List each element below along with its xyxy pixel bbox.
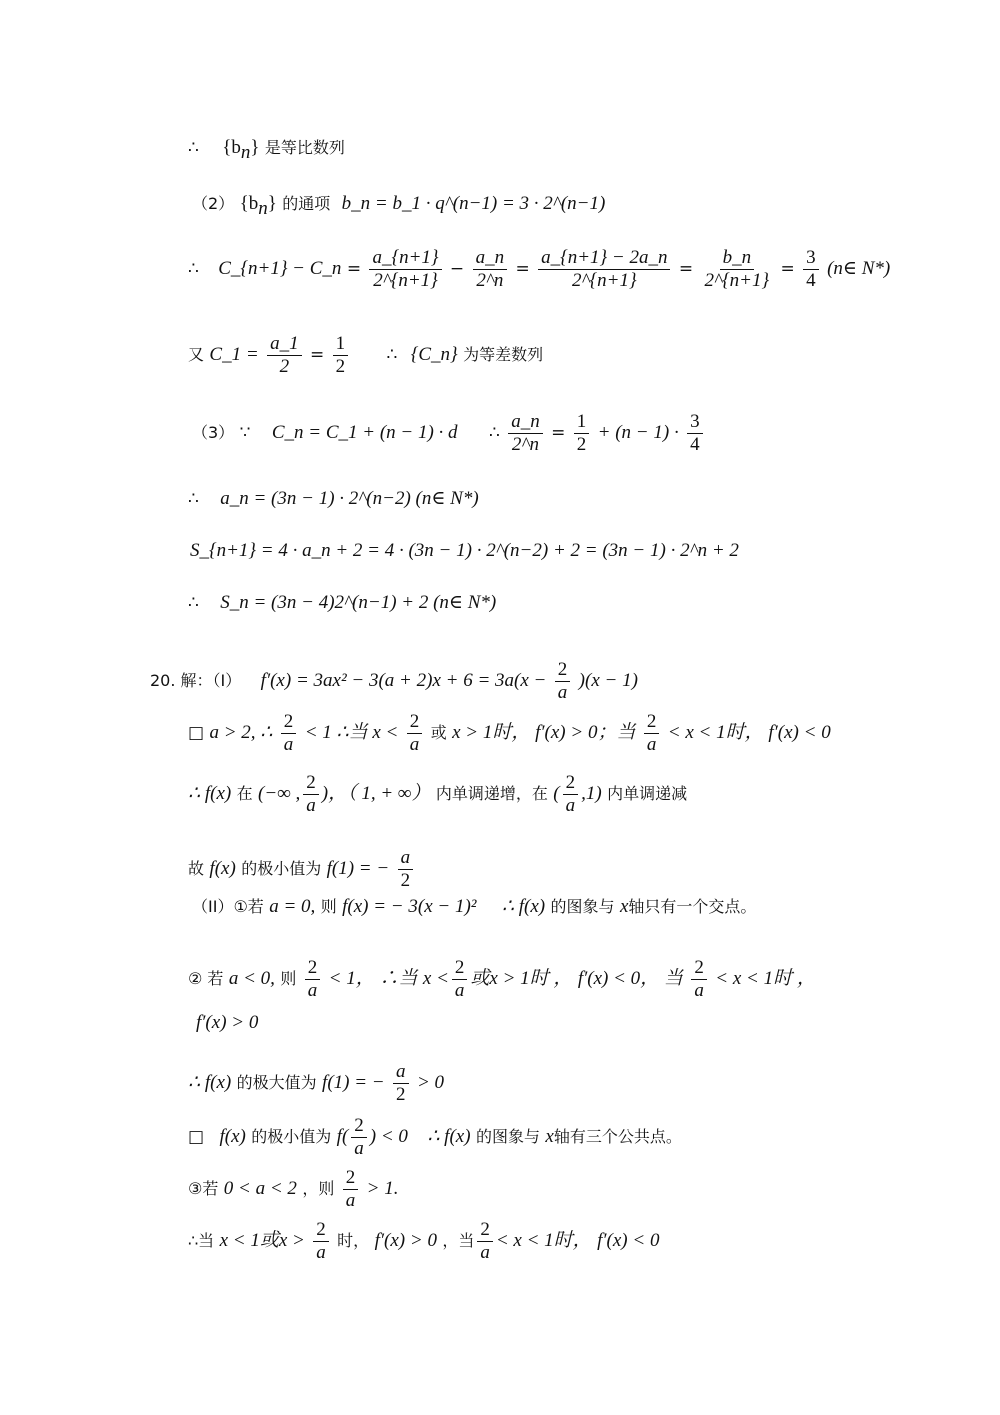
therefore-symbol: ∴ [188, 489, 199, 509]
text: ② 若 [188, 969, 224, 988]
text: 或 [430, 723, 447, 742]
expr: )，（ 1, + ∞） [321, 783, 431, 804]
line-18 [188, 1168, 398, 1211]
line-6 [188, 488, 479, 510]
fraction: $\frac{2}{a}$ [305, 958, 321, 1001]
line-17 [188, 1116, 682, 1159]
line-14 [188, 958, 816, 1001]
fraction: $\frac{a\_1}{2}$ [267, 334, 302, 377]
line-3: ∴ C_{n+1} − C_n = $\frac{a\_\{n+1\}}{2\^{}\{n+1\}}$ − $\frac{a\_n}{2\^{}n}$ = $\frac{a\_\{n+1\} - 2a\_n}{2\^{}\{n+1\}}$ = $\frac{b\_n}{2\^{}\{n+1\}}$ = $\frac{3}{4}$ (n∈ N*) [188, 247, 891, 291]
text: 时， [337, 1231, 370, 1250]
sequence-b: $\{b_n\}$ [239, 193, 277, 219]
therefore-symbol: ∴ [386, 345, 398, 365]
expr: f( [336, 1126, 349, 1147]
lhs: C_{n+1} − C_n [218, 258, 342, 279]
expr: ) < 0 [369, 1126, 408, 1147]
fraction: $\frac{2}{a}$ [351, 1116, 367, 1159]
fraction: $\frac{a\_\{n+1\} - 2a\_n}{2\^{}\{n+1\}}$ [538, 248, 670, 291]
text: 为等差数列 [463, 345, 544, 364]
formula: a_n = (3n − 1) · 2^(n−2) (n∈ N*) [220, 488, 479, 509]
expr: a < 0, [228, 968, 275, 989]
line-9 [150, 660, 638, 703]
expr: f′(x) > 0 [196, 1012, 259, 1033]
expr: < x < 1时， f′(x) < 0 [667, 722, 831, 743]
fraction: $\frac{a\_n}{2\^{}n}$ [473, 248, 508, 291]
line-11 [188, 773, 687, 816]
fraction: $\frac{b\_n}{2\^{}\{n+1\}}$ [704, 247, 770, 291]
expr: f(x) [209, 858, 236, 879]
formula: f′(x) = 3ax² − 3(a + 2)x + 6 = 3a(x − [260, 670, 547, 691]
fraction: $\frac{2}{a}$ [281, 712, 297, 755]
expr: 0 < a < 2 [223, 1178, 297, 1199]
fraction: $\frac{2}{a}$ [691, 958, 707, 1001]
text: 内单调递增，在 [435, 784, 548, 803]
formula: C_n = C_1 + (n − 1) · d [271, 422, 458, 443]
line-12 [188, 848, 416, 891]
fraction: $\frac{3}{4}$ [687, 412, 703, 455]
fraction: $\frac{a\_n}{2\^{}n}$ [508, 412, 543, 455]
text: 的图象与 [550, 897, 615, 916]
fraction: $\frac{1}{2}$ [333, 334, 349, 377]
fraction: $\frac{2}{a}$ [555, 660, 571, 703]
fraction: $\frac{1}{2}$ [574, 412, 590, 455]
fraction: $\frac{2}{a}$ [313, 1220, 329, 1263]
text: 则 [280, 969, 297, 988]
line-16 [188, 1062, 444, 1105]
text: 的极小值为 [241, 859, 322, 878]
line-8 [188, 592, 496, 614]
expr: < 1 ∴当 x < [304, 722, 399, 743]
tail: + (n − 1) · [597, 422, 679, 443]
expr: a = 0, [269, 896, 316, 917]
expr: x > 1时， f′(x) > 0；当 [452, 722, 636, 743]
line-5: （3） ∵ C_n = C_1 + (n − 1) · d ∴ $\frac{a\_n}{2\^{}n}$ = $\frac{1}{2}$ + (n − 1) · $\frac{3}{4}$ [192, 412, 706, 455]
expr: f′(x) > 0 [374, 1230, 437, 1251]
therefore-symbol: ∴ [188, 138, 199, 158]
fraction: $\frac{2}{a}$ [477, 1220, 493, 1263]
item-label: （2） [192, 194, 235, 213]
text: ∴当 [188, 1231, 215, 1250]
expr: > 1. [366, 1178, 399, 1199]
expr: f(1) = − [326, 858, 390, 879]
line-7 [190, 540, 739, 562]
text: 的图象与 [475, 1127, 540, 1146]
expr: x [619, 896, 629, 917]
line-1 [188, 137, 345, 164]
expr: < 1， ∴当 [328, 968, 418, 989]
expr: f(1) = − [322, 1072, 385, 1093]
expr: f(x) [219, 1126, 246, 1147]
expr: < x < 1时 ， [715, 968, 816, 989]
sequence-b: $\{b_n\}$ [222, 137, 260, 163]
text: ，当 [442, 1231, 475, 1250]
box-glyph: □ [188, 723, 205, 743]
expr: < x < 1时， [495, 1230, 592, 1251]
expr: x < 1或x > [219, 1230, 305, 1251]
therefore-symbol: ∴ [488, 423, 500, 443]
box-glyph: □ [188, 1127, 205, 1147]
fraction: $\frac{a}{2}$ [393, 1062, 409, 1105]
line-13 [192, 896, 756, 918]
expr: ∴ f(x) [188, 783, 232, 804]
expr: x < [422, 968, 449, 989]
item-label: （II）①若 [192, 897, 264, 916]
formula: b_n = b_1 · q^(n−1) = 3 · 2^(n−1) [341, 193, 606, 214]
condition: (n∈ N*) [827, 258, 891, 279]
line-19 [188, 1220, 659, 1263]
line-4: 又 C_1 = $\frac{a\_1}{2}$ = $\frac{1}{2}$ ∴ {C_n} 为等差数列 [188, 333, 544, 377]
item-label: （3） [192, 423, 235, 442]
fraction: $\frac{a\_\{n+1\}}{2\^{}\{n+1\}}$ [369, 248, 441, 291]
formula: S_n = (3n − 4)2^(n−1) + 2 (n∈ N*) [220, 592, 497, 613]
expr: f′(x) < 0 [597, 1230, 660, 1251]
expr: ∴ f(x) [427, 1126, 471, 1147]
text: 的通项 [282, 194, 331, 213]
expr: ∴ f(x) [188, 1072, 232, 1093]
fraction: $\frac{2}{a}$ [407, 712, 423, 755]
problem-label: 20. 解：（I） [150, 671, 242, 690]
fraction: $\frac{2}{a}$ [452, 958, 468, 1001]
line-10 [188, 712, 831, 755]
text: 的极小值为 [251, 1127, 332, 1146]
expr: ∴ f(x) [501, 896, 546, 917]
expr: > 0 [416, 1072, 445, 1093]
fraction: $\frac{2}{a}$ [343, 1168, 359, 1211]
therefore-symbol: ∴ [188, 593, 199, 613]
text: ，则 [302, 1179, 335, 1198]
text: 内单调递减 [607, 784, 688, 803]
expr: f′(x) < 0， 当 [577, 968, 683, 989]
expr: a > 2, ∴ [209, 722, 273, 743]
text: ③若 [188, 1179, 219, 1198]
expr: f(x) = − 3(x − 1)² [342, 896, 477, 917]
text: 的极大值为 [236, 1073, 317, 1092]
expr: 或x > 1时 ， [470, 968, 573, 989]
text: 故 [188, 859, 205, 878]
expr: x [545, 1126, 554, 1147]
text: 轴只有一个交点。 [628, 897, 757, 916]
fraction: $\frac{2}{a}$ [644, 712, 660, 755]
expr: ,1) [581, 783, 602, 804]
formula: S_{n+1} = 4 · a_n + 2 = 4 · (3n − 1) · 2^(n−2) + 2 = (3n − 1) · 2^n + 2 [190, 540, 739, 561]
fraction: $\frac{2}{a}$ [303, 773, 319, 816]
text: 则 [320, 897, 337, 916]
text: 是等比数列 [264, 138, 345, 157]
text: 在 [236, 784, 253, 803]
text: 轴有三个公共点。 [553, 1127, 682, 1146]
line-15 [196, 1012, 258, 1034]
expr: ( [553, 783, 560, 804]
fraction: $\frac{3}{4}$ [803, 248, 819, 291]
because-symbol: ∵ [239, 423, 251, 443]
fraction: $\frac{2}{a}$ [563, 773, 579, 816]
line-2 [192, 193, 605, 220]
expr: (−∞ , [258, 783, 301, 804]
fraction: $\frac{a}{2}$ [398, 848, 414, 891]
lhs: C_1 = [209, 344, 259, 365]
text-you: 又 [188, 345, 205, 364]
therefore-symbol: ∴ [188, 259, 199, 279]
formula: )(x − 1) [578, 670, 638, 691]
sequence-c: {C_n} [410, 344, 458, 365]
